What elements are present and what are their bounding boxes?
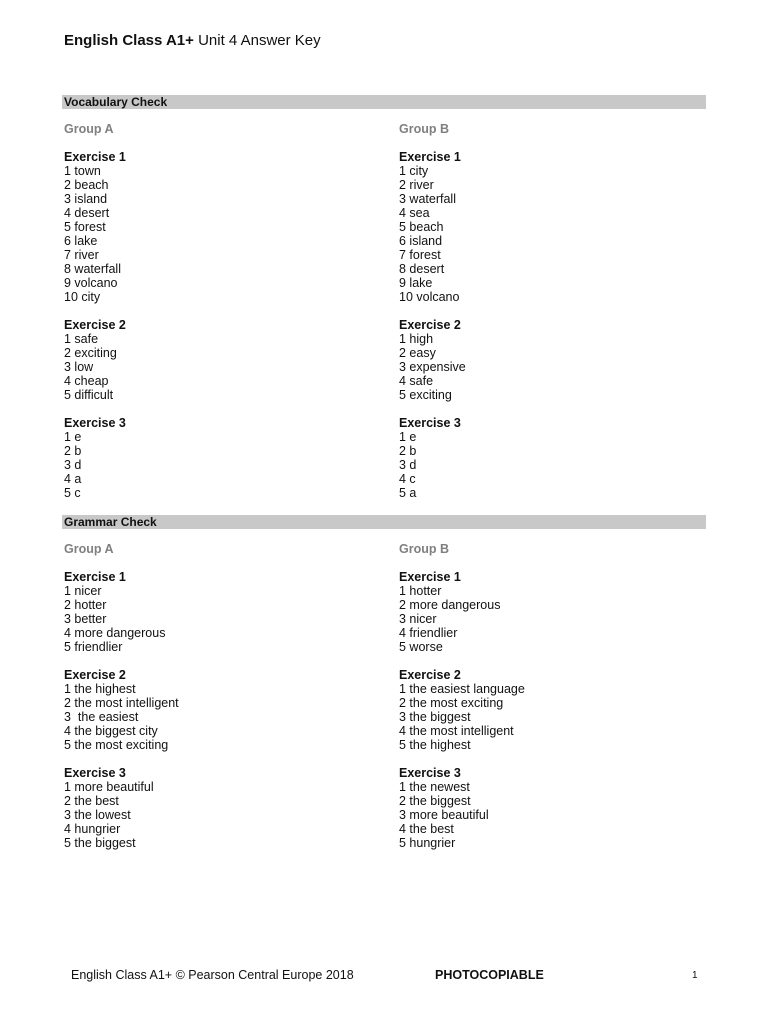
answer-item: 3 expensive <box>399 360 466 374</box>
answer-item: 3 island <box>64 192 108 206</box>
exercise-block <box>64 150 126 304</box>
group-label: Group B <box>399 542 449 556</box>
answer-item: 5 friendlier <box>64 640 123 654</box>
exercise-title: Exercise 3 <box>64 766 126 780</box>
answer-item: 5 beach <box>399 220 444 234</box>
answer-item: 5 worse <box>399 640 443 654</box>
exercise-block <box>399 150 466 304</box>
answer-item: 5 c <box>64 486 81 500</box>
vocabulary-group-b <box>399 122 466 514</box>
exercise-block <box>399 416 466 500</box>
answer-item: 2 the most intelligent <box>64 696 179 710</box>
answer-item: 1 nicer <box>64 584 102 598</box>
exercise-title: Exercise 2 <box>64 668 126 682</box>
answer-item: 1 e <box>64 430 82 444</box>
answer-item: 5 exciting <box>399 388 452 402</box>
answer-item: 10 volcano <box>399 290 460 304</box>
title-rest: Unit 4 Answer Key <box>193 32 321 49</box>
exercise-title: Exercise 3 <box>399 766 461 780</box>
answer-item: 9 volcano <box>64 276 118 290</box>
answer-item: 1 the newest <box>399 780 470 794</box>
answer-item: 3 low <box>64 360 94 374</box>
group-label: Group A <box>64 122 114 136</box>
footer-photocopiable: PHOTOCOPIABLE <box>435 968 544 982</box>
answer-item: 2 easy <box>399 346 436 360</box>
answer-item: 5 forest <box>64 220 106 234</box>
answer-item: 8 desert <box>399 262 445 276</box>
answer-item: 3 waterfall <box>399 192 456 206</box>
exercise-title: Exercise 1 <box>399 150 461 164</box>
exercise-title: Exercise 1 <box>64 570 126 584</box>
answer-item: 5 difficult <box>64 388 114 402</box>
exercise-block <box>399 318 466 402</box>
answer-item: 5 the most exciting <box>64 738 169 752</box>
page-number: 1 <box>692 970 698 981</box>
answer-item: 8 waterfall <box>64 262 121 276</box>
page-title <box>64 32 321 49</box>
answer-item: 1 city <box>399 164 429 178</box>
exercise-block <box>64 416 126 500</box>
answer-item: 3 more beautiful <box>399 808 489 822</box>
answer-item: 2 the best <box>64 794 119 808</box>
answer-item: 6 island <box>399 234 443 248</box>
answer-item: 4 more dangerous <box>64 626 166 640</box>
answer-item: 2 exciting <box>64 346 117 360</box>
title-bold: English Class A1+ <box>64 32 194 49</box>
answer-item: 3 the biggest <box>399 710 471 724</box>
exercise-block <box>64 318 126 402</box>
exercise-block <box>399 766 525 850</box>
answer-item: 2 beach <box>64 178 109 192</box>
answer-item: 3 the lowest <box>64 808 131 822</box>
answer-item: 2 b <box>399 444 417 458</box>
answer-item: 4 friendlier <box>399 626 458 640</box>
answer-item: 4 c <box>399 472 416 486</box>
vocabulary-group-a <box>64 122 126 514</box>
answer-item: 4 the biggest city <box>64 724 158 738</box>
footer-copyright: English Class A1+ © Pearson Central Europe 2018 <box>71 968 354 982</box>
answer-item: 4 hungrier <box>64 822 121 836</box>
exercise-block <box>64 570 179 654</box>
exercise-block <box>399 570 525 654</box>
answer-item: 2 the most exciting <box>399 696 504 710</box>
answer-item: 4 desert <box>64 206 110 220</box>
answer-item: 5 a <box>399 486 417 500</box>
answer-item: 1 more beautiful <box>64 780 154 794</box>
answer-item: 1 the easiest language <box>399 682 525 696</box>
answer-item: 7 river <box>64 248 99 262</box>
answer-item: 3 better <box>64 612 107 626</box>
answer-item: 7 forest <box>399 248 441 262</box>
answer-item: 10 city <box>64 290 101 304</box>
answer-item: 4 safe <box>399 374 434 388</box>
answer-item: 2 b <box>64 444 82 458</box>
exercise-block <box>399 668 525 752</box>
group-label: Group B <box>399 122 449 136</box>
answer-item: 3 the easiest <box>64 710 139 724</box>
exercise-title: Exercise 3 <box>399 416 461 430</box>
answer-item: 3 d <box>399 458 417 472</box>
grammar-group-b <box>399 542 525 864</box>
answer-item: 4 the most intelligent <box>399 724 514 738</box>
answer-item: 6 lake <box>64 234 98 248</box>
answer-item: 1 safe <box>64 332 99 346</box>
answer-item: 1 e <box>399 430 417 444</box>
answer-item: 1 town <box>64 164 101 178</box>
answer-item: 4 a <box>64 472 82 486</box>
answer-item: 5 the biggest <box>64 836 136 850</box>
exercise-block <box>64 766 179 850</box>
grammar-group-a <box>64 542 179 864</box>
exercise-title: Exercise 3 <box>64 416 126 430</box>
answer-item: 9 lake <box>399 276 433 290</box>
answer-item: 4 cheap <box>64 374 109 388</box>
vocabulary-section-header: Vocabulary Check <box>62 95 706 109</box>
answer-item: 2 the biggest <box>399 794 471 808</box>
exercise-title: Exercise 1 <box>64 150 126 164</box>
group-label: Group A <box>64 542 114 556</box>
exercise-title: Exercise 2 <box>64 318 126 332</box>
grammar-section-header: Grammar Check <box>62 515 706 529</box>
answer-item: 5 hungrier <box>399 836 456 850</box>
answer-item: 3 d <box>64 458 82 472</box>
exercise-title: Exercise 2 <box>399 668 461 682</box>
answer-item: 5 the highest <box>399 738 471 752</box>
answer-item: 1 hotter <box>399 584 442 598</box>
exercise-title: Exercise 1 <box>399 570 461 584</box>
answer-item: 1 high <box>399 332 434 346</box>
answer-item: 2 river <box>399 178 434 192</box>
answer-item: 2 more dangerous <box>399 598 501 612</box>
answer-item: 4 sea <box>399 206 430 220</box>
exercise-title: Exercise 2 <box>399 318 461 332</box>
answer-item: 4 the best <box>399 822 454 836</box>
exercise-block <box>64 668 179 752</box>
answer-item: 3 nicer <box>399 612 437 626</box>
answer-item: 1 the highest <box>64 682 136 696</box>
answer-item: 2 hotter <box>64 598 107 612</box>
